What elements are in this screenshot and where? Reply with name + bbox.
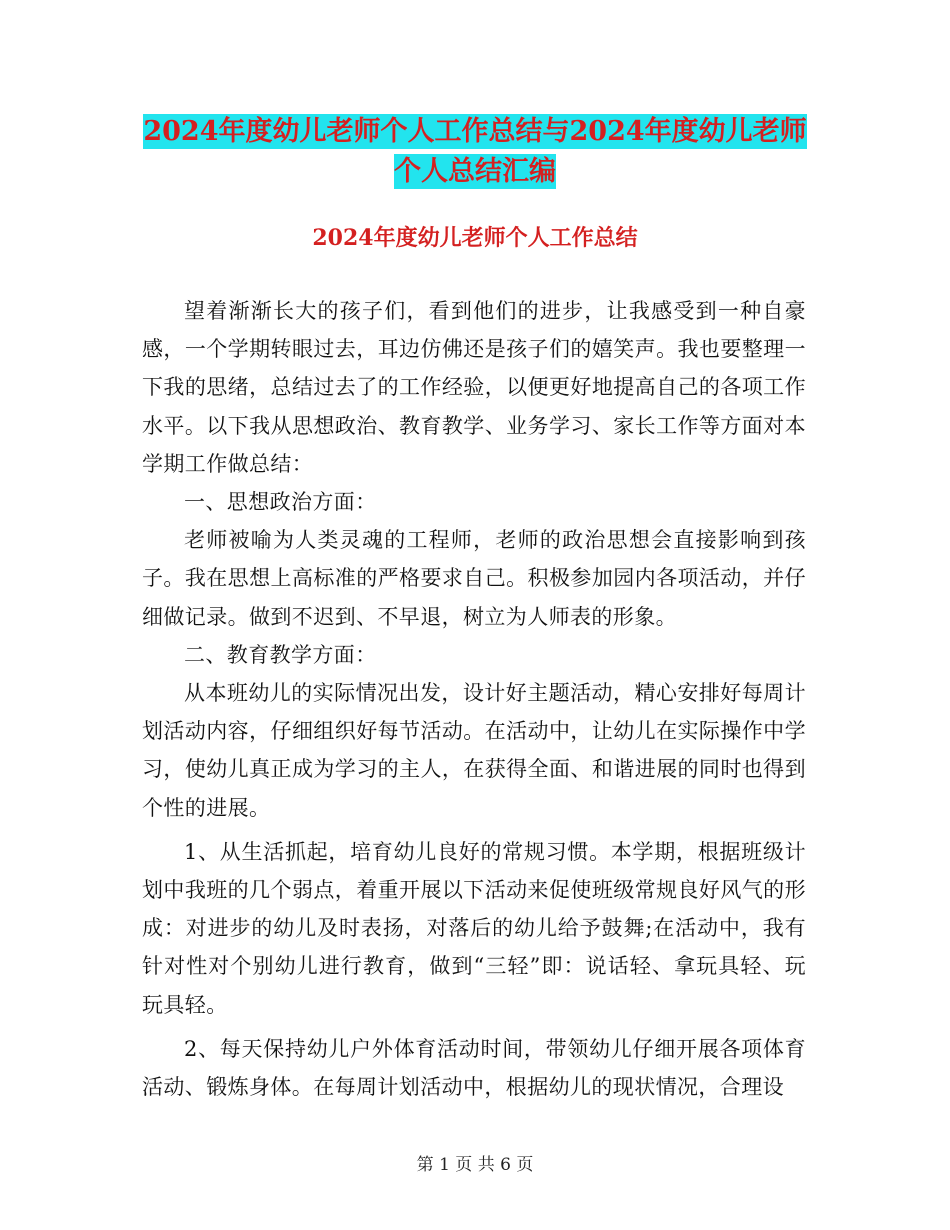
heading-political: 一、思想政治方面： bbox=[184, 490, 377, 515]
page-number: 第 1 页 共 6 页 bbox=[416, 1155, 534, 1175]
paragraph-item-2: 2、每天保持幼儿户外体育活动时间，带领幼儿仔细开展各项体育活动、锻炼身体。在每周计划活动中，根据幼儿的现状情况，合理设 bbox=[142, 1036, 806, 1100]
paragraph-item-1: 1、从生活抓起，培育幼儿良好的常规习惯。本学期，根据班级计划中我班的几个弱点，着重开展以下活动来促使班级常规良好风气的形成：对进步的幼儿及时表扬，对落后的幼儿给予鼓舞;在活动中，我有针对性对个别幼儿进行教育，做到“三轻”即：说话轻、拿玩具轻、玩玩具轻。 bbox=[142, 839, 806, 1017]
title-line-2: 个人总结汇编 bbox=[394, 156, 556, 187]
document-title bbox=[0, 112, 950, 192]
paragraph-political: 老师被喻为人类灵魂的工程师，老师的政治思想会直接影响到孩子。我在思想上高标准的严格要求自己。积极参加园内各项活动，并仔细做记录。做到不迟到、不早退，树立为人师表的形象。 bbox=[142, 528, 806, 629]
heading-teaching: 二、教育教学方面： bbox=[184, 642, 377, 667]
body-text bbox=[142, 292, 806, 1106]
section-title: 2024年度幼儿老师个人工作总结 bbox=[312, 225, 638, 251]
title-line-1: 2024年度幼儿老师个人工作总结与2024年度幼儿老师 bbox=[143, 116, 807, 147]
paragraph-intro: 望着渐渐长大的孩子们，看到他们的进步，让我感受到一种自豪感，一个学期转眼过去，耳边仿佛还是孩子们的嬉笑声。我也要整理一下我的思绪，总结过去了的工作经验，以便更好地提高自己的各项工作水平。以下我从思想政治、教育教学、业务学习、家长工作等方面对本学期工作做总结： bbox=[142, 299, 806, 476]
paragraph-teaching: 从本班幼儿的实际情况出发，设计好主题活动，精心安排好每周计划活动内容，仔细组织好每节活动。在活动中，让幼儿在实际操作中学习，使幼儿真正成为学习的主人，在获得全面、和谐进展的同时也得到个性的进展。 bbox=[142, 681, 806, 820]
